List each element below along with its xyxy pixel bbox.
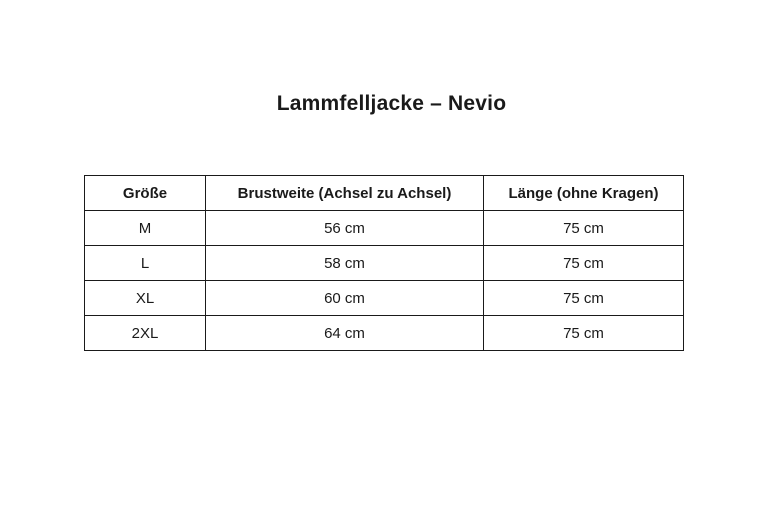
table-header-row [85, 176, 684, 211]
cell-length: 75 cm [484, 316, 684, 351]
cell-size: M [85, 211, 206, 246]
cell-length: 75 cm [484, 246, 684, 281]
size-table [84, 175, 684, 351]
header-cell-length: Länge (ohne Kragen) [484, 176, 684, 211]
cell-length: 75 cm [484, 211, 684, 246]
cell-size: 2XL [85, 316, 206, 351]
cell-chest: 60 cm [206, 281, 484, 316]
cell-size: XL [85, 281, 206, 316]
cell-chest: 58 cm [206, 246, 484, 281]
cell-chest: 56 cm [206, 211, 484, 246]
table-row [85, 211, 684, 246]
cell-size: L [85, 246, 206, 281]
table-row [85, 281, 684, 316]
header-cell-chest: Brustweite (Achsel zu Achsel) [206, 176, 484, 211]
cell-length: 75 cm [484, 281, 684, 316]
cell-chest: 64 cm [206, 316, 484, 351]
table-row [85, 316, 684, 351]
table-row [85, 246, 684, 281]
page-title: Lammfelljacke – Nevio [276, 92, 507, 115]
header-cell-size: Größe [85, 176, 206, 211]
